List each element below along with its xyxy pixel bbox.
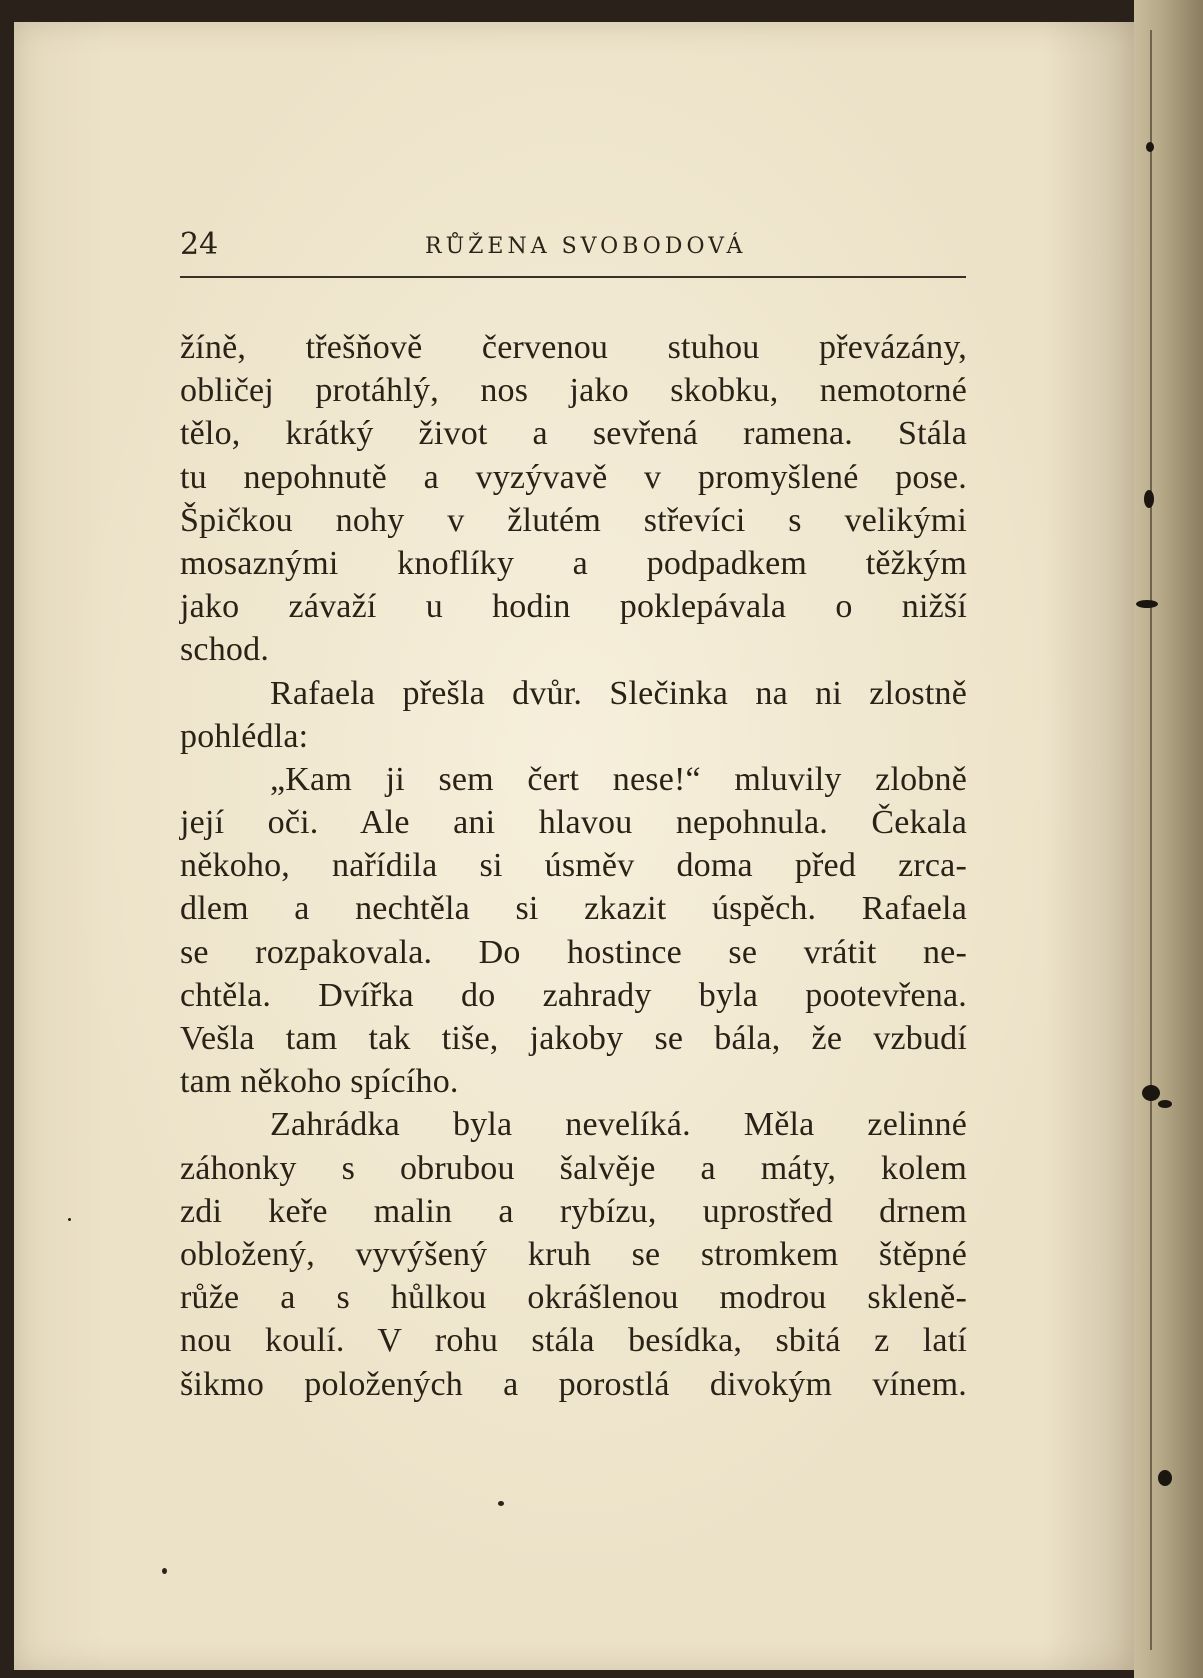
text-line: její oči. Ale ani hlavou nepohnula. Čekala [180,804,967,842]
text-line: růže a s hůlkou okrášlenou modrou skleně- [180,1279,967,1317]
running-head-author: RŮŽENA SVOBODOVÁ [425,234,747,259]
gutter-edge-line [1150,30,1152,1650]
text-line: obložený, vyvýšený kruh se stromkem štěpné [180,1235,967,1273]
text-line: zdi keře malin a rybízu, uprostřed drnem [180,1192,967,1230]
ink-speck [498,1501,504,1506]
ink-speck [68,1218,71,1221]
text-line: Zahrádka byla nevelíká. Měla zelinné [270,1106,967,1144]
text-line: obličej protáhlý, nos jako skobku, nemotorné [180,372,967,410]
text-line: nou koulí. V rohu stála besídka, sbitá z latí [180,1322,967,1360]
gutter-speck-1 [1146,142,1154,152]
text-line: tam někoho spícího. [180,1063,459,1101]
text-line: žíně, třešňově červenou stuhou převázány, [180,329,967,366]
header-rule [180,276,966,278]
gutter-speck-5 [1158,1100,1172,1108]
body-text [180,326,967,1406]
text-line: mosaznými knoflíky a podpadkem těžkým [180,544,967,582]
text-line: dlem a nechtěla si zkazit úspěch. Rafaela [180,890,967,928]
text-line: záhonky s obrubou šalvěje a máty, kolem [180,1149,967,1187]
text-line: Špičkou nohy v žlutém střevíci s velikými [180,501,967,539]
text-line: šikmo položených a porostlá divokým vínem. [180,1365,967,1403]
page-header [180,225,965,269]
gutter-speck-6 [1158,1470,1172,1486]
text-line: schod. [180,631,270,669]
text-line: pohlédla: [180,717,309,755]
gutter-speck-4 [1142,1085,1160,1101]
ink-speck [162,1568,167,1574]
text-line: chtěla. Dvířka do zahrady byla pootevřena. [180,976,967,1014]
page-number: 24 [180,227,219,262]
text-line: Vešla tam tak tiše, jakoby se bála, že vzbudí [180,1020,967,1057]
text-line: „Kam ji sem čert nese!“ mluvily zlobně [270,760,967,798]
gutter-speck-2 [1144,490,1154,508]
page-gutter [1134,0,1203,1678]
text-line: někoho, nařídila si úsměv doma před zrca- [180,847,967,885]
gutter-speck-3 [1136,600,1158,608]
text-line: se rozpakovala. Do hostince se vrátit ne- [180,933,967,971]
text-line: tělo, krátký život a sevřená ramena. Stála [180,415,967,453]
text-line: tu nepohnutě a vyzývavě v promyšlené pose. [180,458,967,496]
text-line: Rafaela přešla dvůr. Slečinka na ni zlostně [270,674,967,712]
text-line: jako závaží u hodin poklepávala o nižší [180,588,967,626]
